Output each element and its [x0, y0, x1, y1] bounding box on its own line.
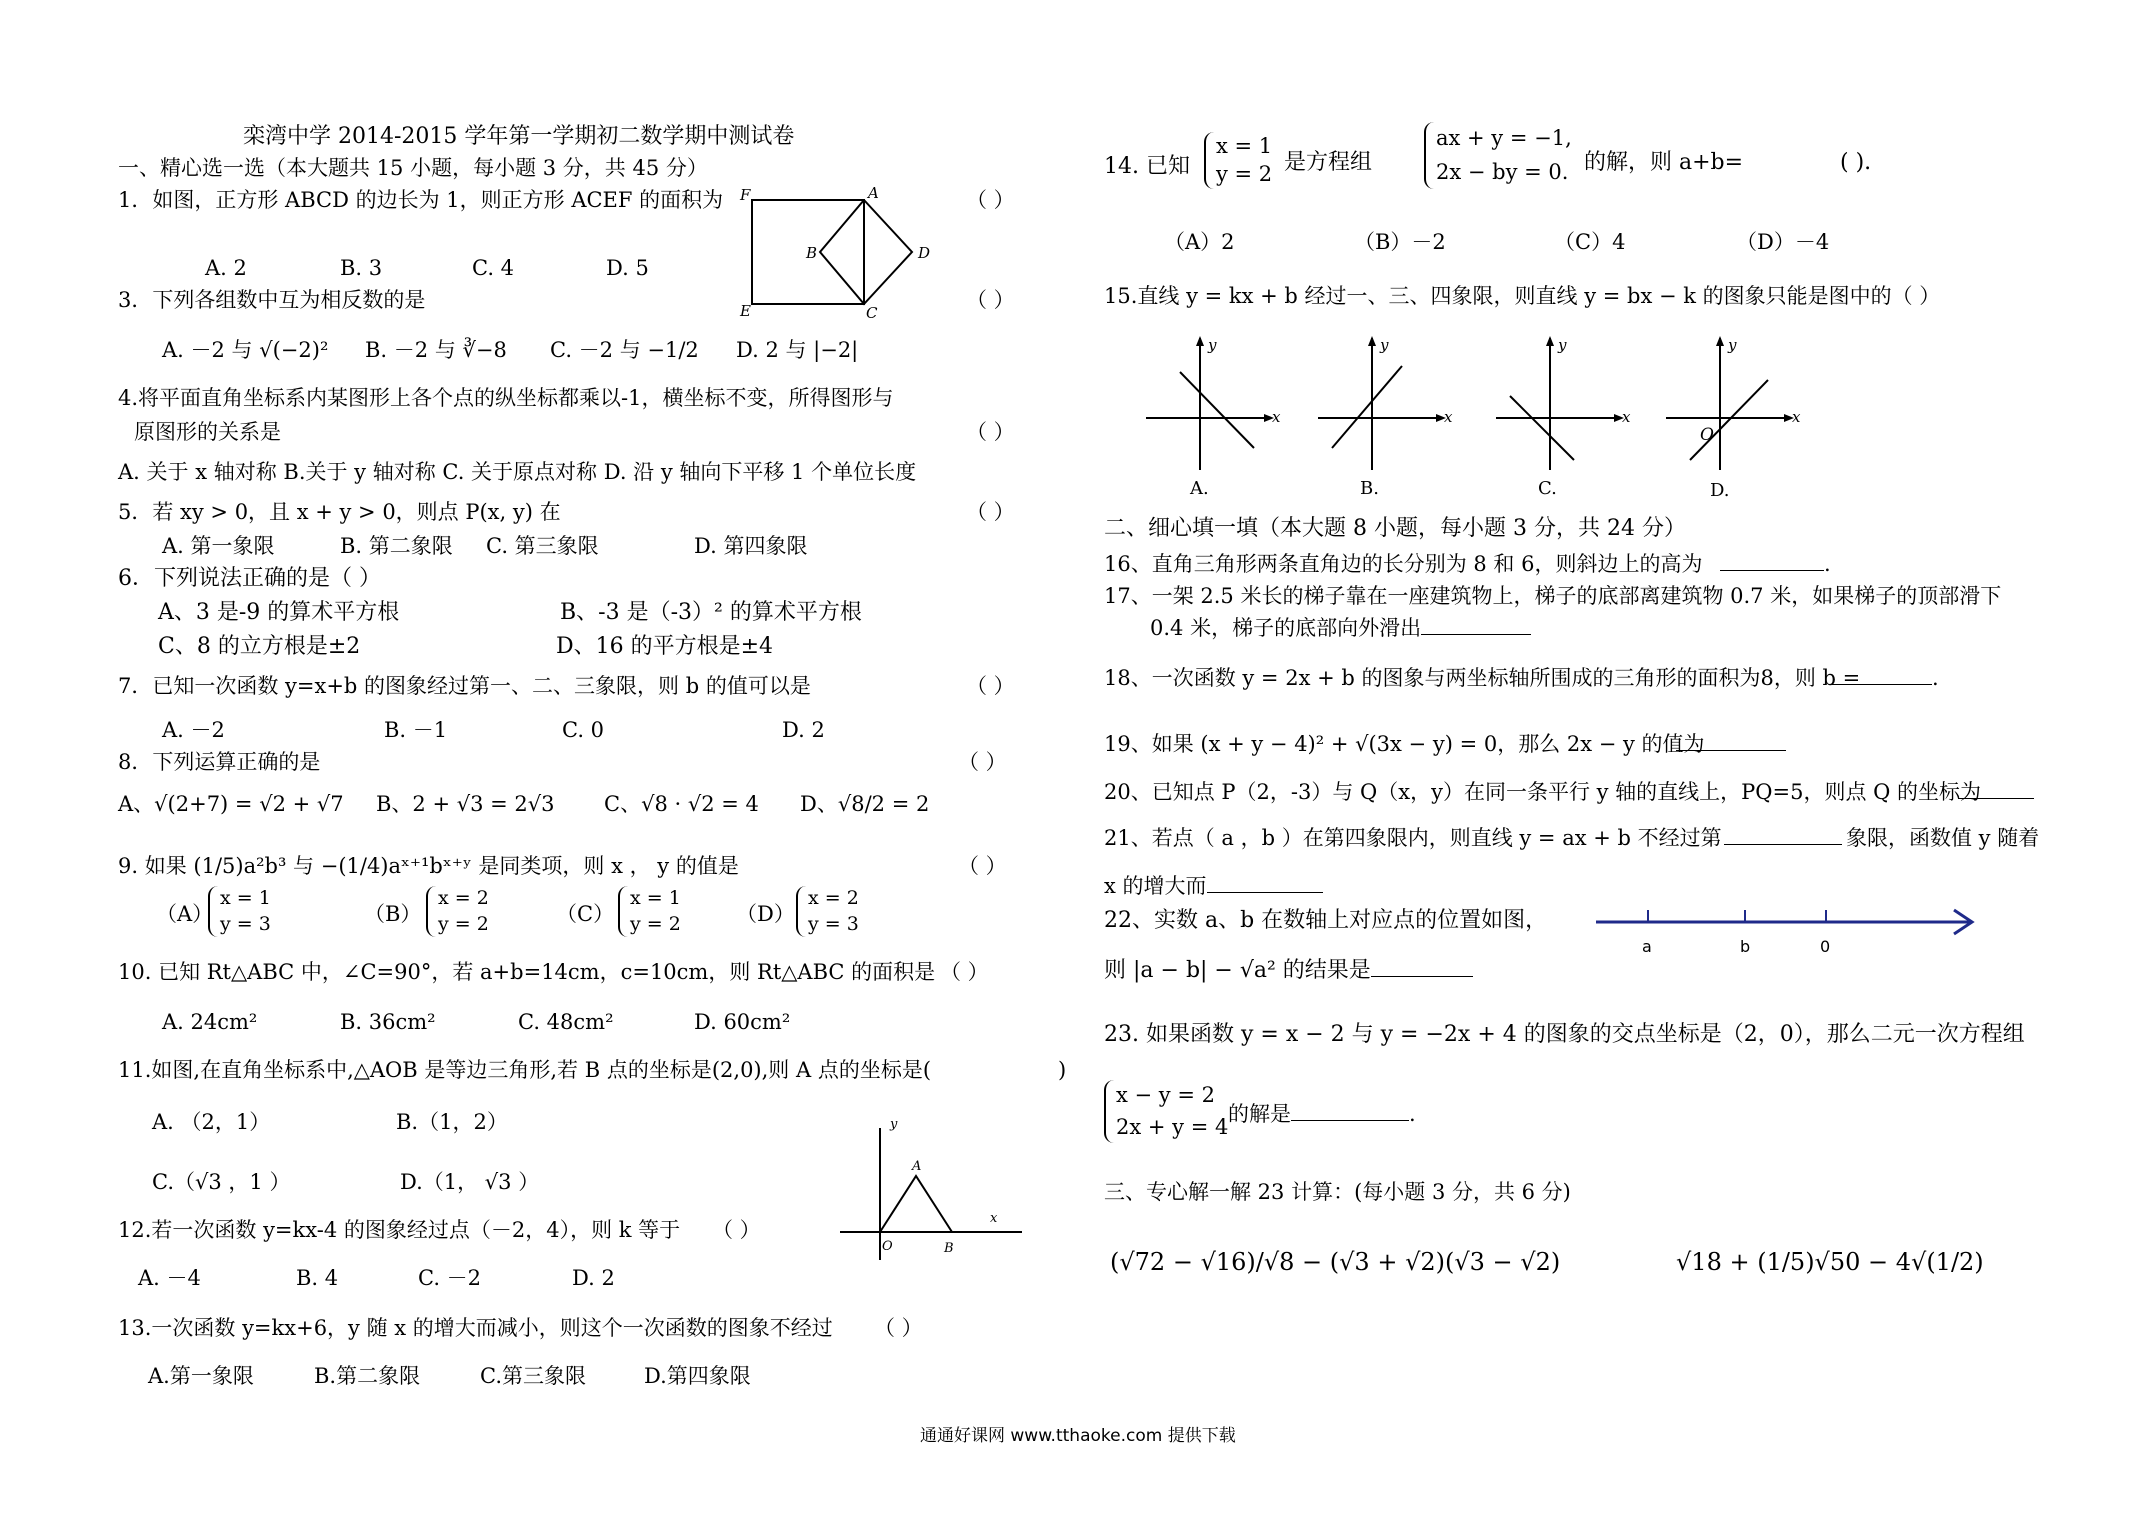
q10-option-a: A. 24cm²: [162, 1010, 258, 1034]
q14-mid: 是方程组: [1284, 150, 1373, 175]
q4-answer-paren: （ ）: [966, 420, 1015, 444]
q9-option-b: （B）: [364, 902, 422, 926]
q15-text: 15.直线 y = kx + b 经过一、三、四象限，则直线 y = bx − k 的图象只能是图中的（ ）: [1104, 284, 1941, 308]
q9-option-c-system: x = 1 y = 2: [618, 886, 681, 937]
q15-label-d: D.: [1710, 480, 1730, 501]
q13-text: 13.一次函数 y=kx+6，y 随 x 的增大而减小，则这个一次函数的图象不经过: [118, 1316, 833, 1340]
q14-solution-system: x = 1 y = 2: [1204, 132, 1272, 189]
q21-line1b: 象限，函数值 y 随着: [1846, 826, 2040, 850]
q13-option-d: D.第四象限: [644, 1364, 751, 1388]
q3-option-d: D. 2 与 |−2|: [736, 338, 859, 362]
q4-options: A. 关于 x 轴对称 B.关于 y 轴对称 C. 关于原点对称 D. 沿 y 轴向下平移 1 个单位长度: [118, 460, 917, 484]
q22-line2: 则 |a − b| − √a² 的结果是: [1104, 960, 1473, 982]
q14-option-c: （C）4: [1554, 230, 1626, 254]
q7-answer-paren: （ ）: [966, 674, 1015, 698]
q6-option-c: C、8 的立方根是±2: [158, 634, 361, 659]
section-3-heading: 三、专心解一解 23 计算：(每小题 3 分，共 6 分): [1104, 1180, 1571, 1204]
q3-text: 3．下列各组数中互为相反数的是: [118, 288, 426, 312]
section-2-heading: 二、细心填一填（本大题 8 小题，每小题 3 分，共 24 分）: [1104, 516, 1686, 541]
q5-option-a: A. 第一象限: [162, 534, 275, 558]
q1-option-a: A. 2: [205, 256, 247, 280]
svg-text:y: y: [1380, 336, 1389, 354]
calc-expression-2: √18 + (1/5)√50 − 4√(1/2): [1676, 1248, 1984, 1276]
q6-text: 6．下列说法正确的是（ ）: [118, 566, 381, 591]
q10-answer-paren: （ ）: [940, 960, 989, 984]
q3-answer-paren: （ ）: [966, 288, 1015, 312]
q13-answer-paren: （ ）: [874, 1316, 923, 1340]
q14-suffix: 的解，则 a+b=: [1584, 150, 1744, 175]
q7-option-b: B. －1: [384, 718, 448, 742]
q23-tail: 的解是 .: [1228, 1102, 1416, 1126]
q15-graph-c: [1490, 336, 1650, 504]
q21-blank-1: [1724, 828, 1842, 849]
q22-label-a: a: [1642, 937, 1652, 956]
q1-label-c: C: [866, 304, 878, 322]
q6-option-b: B、-3 是（-3）² 的算术平方根: [560, 600, 862, 625]
q22-line1: 22、实数 a、b 在数轴上对应点的位置如图，: [1104, 908, 1548, 933]
q15-graph-a: [1140, 336, 1300, 504]
q23-system: x − y = 2 2x + y = 4: [1104, 1080, 1228, 1143]
q1-text: 1．如图，正方形 ABCD 的边长为 1，则正方形 ACEF 的面积为: [118, 188, 724, 212]
q12-answer-paren: （ ）: [712, 1218, 761, 1242]
q8-option-a: A、√(2+7) = √2 + √7: [118, 792, 344, 816]
q4-line1: 4.将平面直角坐标系内某图形上各个点的纵坐标都乘以-1，横坐标不变，所得图形与: [118, 386, 894, 410]
q10-text: 10. 已知 Rt△ABC 中，∠C=90°，若 a+b=14cm，c=10cm，则 Rt△ABC 的面积是: [118, 960, 936, 984]
q11-option-b: B.（1，2）: [396, 1110, 508, 1134]
q5-answer-paren: （ ）: [966, 500, 1015, 524]
svg-text:y: y: [1728, 336, 1737, 354]
q3-option-c: C. －2 与 −1/2: [550, 338, 699, 362]
q13-option-b: B.第二象限: [314, 1364, 421, 1388]
q3-option-b: B. －2 与 ∛−8: [365, 338, 507, 362]
q1-label-e: E: [740, 302, 751, 320]
q19-text: 19、如果 (x + y − 4)² + √(3x − y) = 0，那么 2x − y 的值为: [1104, 732, 1705, 756]
q1-square-figure: [740, 184, 931, 322]
q16-blank: .: [1720, 554, 1831, 575]
q12-option-c: C. －2: [418, 1266, 482, 1290]
q5-text: 5．若 xy > 0，且 x + y > 0，则点 P(x, y) 在: [118, 500, 561, 524]
q1-label-a: A: [868, 184, 879, 202]
q21-line1a: 21、若点（ a ，b ）在第四象限内，则直线 y = ax + b 不经过第: [1104, 826, 1722, 850]
page-footer: 通通好课网 www.tthaoke.com 提供下载: [920, 1426, 1236, 1446]
q10-option-d: D. 60cm²: [694, 1010, 791, 1034]
q18-blank: .: [1832, 668, 1939, 689]
q15-graph-b: [1312, 336, 1472, 504]
q14-equation-system: ax + y = −1, 2x − by = 0.: [1424, 122, 1572, 189]
q10-option-c: C. 48cm²: [518, 1010, 614, 1034]
q11-label-a: A: [912, 1159, 922, 1174]
q4-line2: 原图形的关系是: [134, 420, 281, 444]
q5-option-b: B. 第二象限: [340, 534, 453, 558]
q13-option-a: A.第一象限: [148, 1364, 254, 1388]
q6-option-a: A、3 是-9 的算术平方根: [158, 600, 400, 625]
q9-option-c: （C）: [556, 902, 615, 926]
q12-option-b: B. 4: [296, 1266, 339, 1290]
q9-text: 9. 如果 (1/5)a²b³ 与 −(1/4)aˣ⁺¹bˣ⁺ʸ 是同类项，则 x ， y 的值是: [118, 854, 739, 878]
q11-label-o: O: [882, 1239, 893, 1254]
q11-close-paren: ): [1058, 1058, 1067, 1082]
q11-triangle-figure: [836, 1110, 1036, 1270]
q8-option-c: C、√8 · √2 = 4: [604, 792, 759, 816]
q15-graph-d: [1660, 336, 1820, 504]
q14-prefix: 14. 已知: [1104, 154, 1190, 179]
q1-answer-paren: （ ）: [966, 188, 1015, 212]
q12-text: 12.若一次函数 y=kx-4 的图象经过点（－2，4），则 k 等于: [118, 1218, 681, 1242]
q17-line1: 17、一架 2.5 米长的梯子靠在一座建筑物上，梯子的底部离建筑物 0.7 米，如果梯子的顶部滑下: [1104, 584, 2002, 608]
q1-option-d: D. 5: [606, 256, 649, 280]
q15-label-a: A.: [1190, 478, 1209, 499]
q22-number-line: [1590, 900, 1990, 960]
q22-label-b: b: [1740, 937, 1751, 956]
q11-label-y: y: [890, 1117, 898, 1132]
q8-option-d: D、√8/2 = 2: [800, 792, 930, 816]
q11-option-c: C.（√3 ，1 ）: [152, 1170, 291, 1194]
q20-blank: [1958, 782, 2034, 803]
q14-option-d: （D）－4: [1736, 230, 1830, 254]
q9-option-a-system: x = 1 y = 3: [208, 886, 271, 937]
q10-option-b: B. 36cm²: [340, 1010, 436, 1034]
q13-option-c: C.第三象限: [480, 1364, 586, 1388]
q11-text: 11.如图,在直角坐标系中,△AOB 是等边三角形,若 B 点的坐标是(2,0),则 A 点的坐标是(: [118, 1058, 932, 1082]
q8-text: 8．下列运算正确的是: [118, 750, 321, 774]
q1-label-d: D: [918, 244, 931, 262]
q7-option-d: D. 2: [782, 718, 825, 742]
section-1-heading: 一、精心选一选（本大题共 15 小题，每小题 3 分，共 45 分）: [118, 156, 708, 180]
q8-option-b: B、2 + √3 = 2√3: [376, 792, 555, 816]
svg-text:x: x: [1272, 408, 1281, 426]
svg-text:x: x: [1444, 408, 1453, 426]
q15-label-b: B.: [1360, 478, 1379, 499]
calc-expression-1: (√72 − √16)/√8 − (√3 + √2)(√3 − √2): [1110, 1248, 1561, 1276]
q8-answer-paren: （ ）: [958, 750, 1007, 774]
q11-option-a: A. （2，1）: [152, 1110, 271, 1134]
q19-blank: [1676, 734, 1786, 755]
q7-option-a: A. －2: [162, 718, 225, 742]
q3-option-a: A. －2 与 √(−2)²: [162, 338, 329, 362]
q23-line1: 23. 如果函数 y = x − 2 与 y = −2x + 4 的图象的交点坐标是（2，0），那么二元一次方程组: [1104, 1022, 2025, 1047]
q11-label-b: B: [944, 1241, 954, 1256]
q1-label-f: F: [740, 186, 751, 204]
q5-option-c: C. 第三象限: [486, 534, 599, 558]
q5-option-d: D. 第四象限: [694, 534, 808, 558]
q9-option-d-system: x = 2 y = 3: [796, 886, 859, 937]
q9-option-b-system: x = 2 y = 2: [426, 886, 489, 937]
q14-option-a: （A）2: [1164, 230, 1235, 254]
q14-option-b: （B）－2: [1354, 230, 1446, 254]
svg-text:x: x: [1622, 408, 1631, 426]
q1-option-c: C. 4: [472, 256, 515, 280]
svg-text:x: x: [1792, 408, 1801, 426]
q1-option-b: B. 3: [340, 256, 383, 280]
q1-label-b: B: [806, 244, 818, 262]
q18-text: 18、一次函数 y = 2x + b 的图象与两坐标轴所围成的三角形的面积为8，则 b =: [1104, 666, 1861, 690]
q14-answer-paren: ( ).: [1840, 150, 1872, 175]
q22-label-0: 0: [1820, 937, 1831, 956]
q9-option-d: （D）: [736, 902, 795, 926]
q9-option-a: （A）: [156, 902, 214, 926]
page-title: 栾湾中学 2014-2015 学年第一学期初二数学期中测试卷: [243, 124, 795, 149]
q11-option-d: D.（1， √3 ）: [400, 1170, 540, 1194]
q7-text: 7．已知一次函数 y=x+b 的图象经过第一、二、三象限，则 b 的值可以是: [118, 674, 811, 698]
q17-line2: 0.4 米，梯子的底部向外滑出: [1150, 618, 1531, 639]
q6-option-d: D、16 的平方根是±4: [556, 634, 774, 659]
q15-label-c: C.: [1538, 478, 1557, 499]
q12-option-a: A. －4: [138, 1266, 201, 1290]
q20-text: 20、已知点 P（2，-3）与 Q（x，y）在同一条平行 y 轴的直线上，PQ=5，则点 Q 的坐标为: [1104, 780, 1982, 804]
q7-option-c: C. 0: [562, 718, 605, 742]
q16-text: 16、直角三角形两条直角边的长分别为 8 和 6，则斜边上的高为: [1104, 552, 1703, 576]
q9-answer-paren: （ ）: [958, 854, 1007, 878]
svg-text:y: y: [1558, 336, 1567, 354]
q12-option-d: D. 2: [572, 1266, 615, 1290]
svg-text:O: O: [1700, 425, 1714, 445]
svg-text:y: y: [1208, 336, 1217, 354]
q11-label-x: x: [990, 1211, 998, 1226]
q21-line2: x 的增大而: [1104, 876, 1323, 897]
